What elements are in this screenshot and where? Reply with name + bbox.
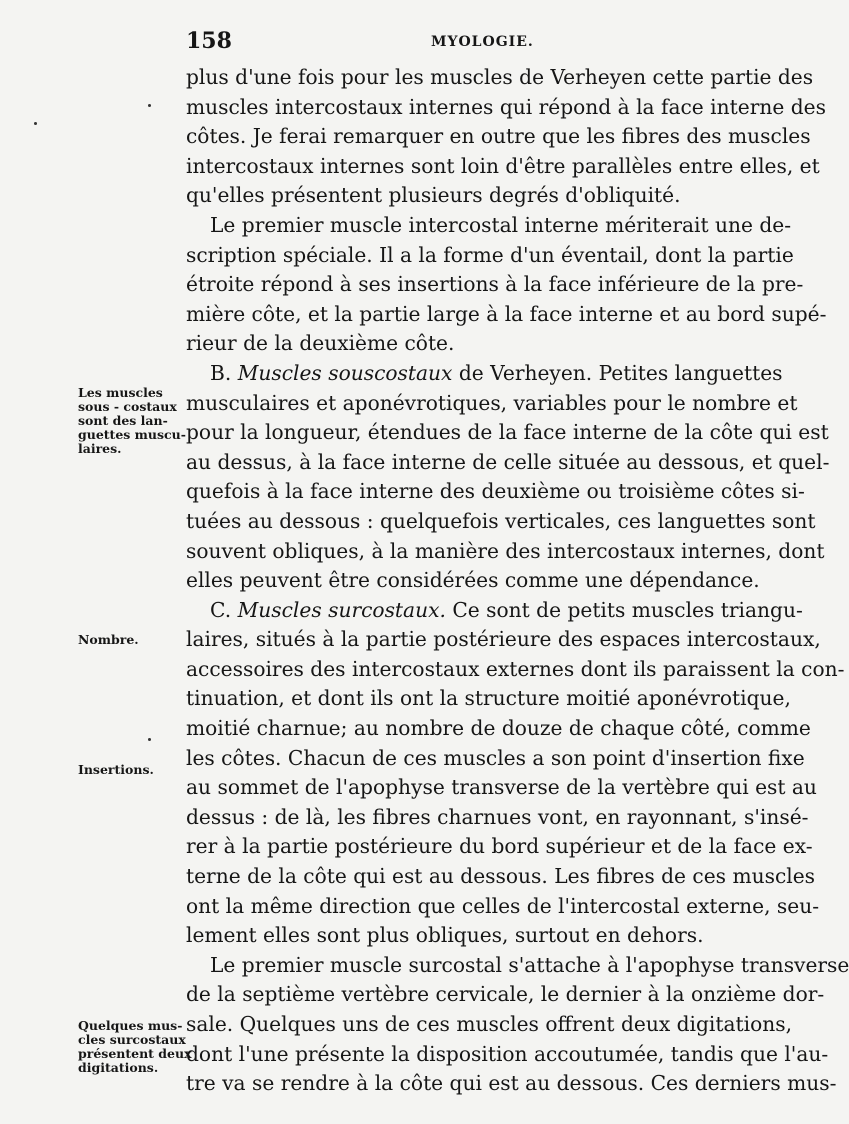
margin-note-line: sous - costaux	[78, 399, 177, 414]
text-line: tinuation, et dont ils ont la structure moitié aponévrotique,	[186, 686, 791, 711]
paragraph	[186, 951, 849, 1099]
text-line	[186, 359, 783, 389]
paragraph	[186, 63, 826, 211]
text-line: plus d'une fois pour les muscles de Verheyen cette partie des	[186, 65, 814, 89]
text-line: scription spéciale. Il a la forme d'un éventail, dont la partie	[186, 242, 794, 267]
text-line: dont l'une présente la disposition accoutumée, tandis que l'au-	[186, 1041, 829, 1066]
margin-note-line: Quelques mus-	[78, 1018, 183, 1033]
paragraph	[186, 211, 827, 359]
text-line: laires, situés à la partie postérieure des espaces intercostaux,	[186, 627, 821, 652]
running-title: MYOLOGIE.	[431, 34, 534, 50]
section-heading: Muscles surcostaux.	[237, 597, 446, 622]
text-line: accessoires des intercostaux externes dont ils paraissent la con-	[186, 656, 845, 681]
text-line: au dessus, à la face interne de celle située au dessous, et quel-	[186, 449, 830, 474]
ink-speck	[148, 738, 151, 741]
text-line: intercostaux internes sont loin d'être parallèles entre elles, et	[186, 153, 820, 178]
text-line: Le premier muscle intercostal interne mériterait une de-	[210, 212, 792, 237]
text-line: muscles intercostaux internes qui répond à la face interne des	[186, 94, 826, 119]
margin-note-line: présentent deux	[78, 1046, 192, 1061]
margin-note-nombre	[78, 633, 182, 647]
text-line: musculaires et aponévrotiques, variables pour le nombre et	[186, 390, 798, 415]
text-line: souvent obliques, à la manière des intercostaux internes, dont	[186, 538, 825, 563]
margin-note-insertions	[78, 763, 182, 777]
margin-note-line: cles surcostaux	[78, 1032, 186, 1047]
text-line: tuées au dessous : quelquefois verticales, ces languettes sont	[186, 508, 816, 533]
text-line: rer à la partie postérieure du bord supérieur et de la face ex-	[186, 834, 813, 859]
margin-note-line: guettes muscu-	[78, 427, 186, 442]
section-label: C.	[210, 597, 232, 622]
text-line: les côtes. Chacun de ces muscles a son point d'insertion fixe	[186, 745, 805, 770]
text-line: pour la longueur, étendues de la face interne de la côte qui est	[186, 420, 829, 445]
section-b-paragraph	[186, 359, 830, 596]
text-line: lement elles sont plus obliques, surtout en dehors.	[186, 923, 704, 948]
text-line: de la septième vertèbre cervicale, le dernier à la onzième dor-	[186, 982, 825, 1007]
text-line: au sommet de l'apophyse transverse de la vertèbre qui est au	[186, 775, 817, 800]
section-heading: Muscles souscostaux	[237, 360, 453, 385]
text-span: Ce sont de petits muscles triangu-	[452, 597, 803, 622]
text-line: terne de la côte qui est au dessous. Les fibres de ces muscles	[186, 864, 816, 889]
text-line: moitié charnue; au nombre de douze de chaque côté, comme	[186, 716, 811, 741]
section-c-paragraph	[186, 596, 845, 951]
margin-note-line: laires.	[78, 441, 122, 456]
margin-note-line: Insertions.	[78, 762, 154, 777]
margin-note-line: digitations.	[78, 1060, 159, 1075]
margin-note-line: Les muscles	[78, 385, 163, 400]
margin-note-digitations	[78, 1018, 192, 1075]
text-line: ont la même direction que celles de l'intercostal externe, seu-	[186, 893, 820, 918]
text-line: elles peuvent être considérées comme une dépendance.	[186, 568, 760, 593]
margin-note-souscostaux	[78, 385, 186, 456]
margin-note-line: sont des lan-	[78, 413, 168, 428]
margin-note-line: Nombre.	[78, 632, 139, 647]
text-line	[186, 596, 803, 626]
page-header	[186, 22, 776, 56]
text-line: sale. Quelques uns de ces muscles offrent deux digitations,	[186, 1012, 793, 1036]
ink-speck	[34, 122, 37, 125]
text-line: mière côte, et la partie large à la face interne et au bord supé-	[186, 301, 827, 326]
page-number: 158	[186, 28, 232, 54]
text-line: dessus : de là, les fibres charnues vont, en rayonnant, s'insé-	[186, 804, 809, 829]
text-line: étroite répond à ses insertions à la face inférieure de la pre-	[186, 272, 804, 297]
section-label: B.	[210, 360, 232, 385]
text-line: qu'elles présentent plusieurs degrés d'obliquité.	[186, 183, 681, 208]
text-line: quefois à la face interne des deuxième ou troisième côtes si-	[186, 479, 805, 504]
body-text	[186, 63, 849, 1099]
text-line: tre va se rendre à la côte qui est au dessous. Ces derniers mus-	[186, 1071, 837, 1096]
text-line: Le premier muscle surcostal s'attache à l'apophyse transverse	[210, 952, 849, 977]
text-line: côtes. Je ferai remarquer en outre que les fibres des muscles	[186, 124, 811, 149]
text-span: de Verheyen. Petites languettes	[458, 360, 783, 385]
text-line: rieur de la deuxième côte.	[186, 331, 455, 356]
ink-speck	[148, 104, 151, 107]
